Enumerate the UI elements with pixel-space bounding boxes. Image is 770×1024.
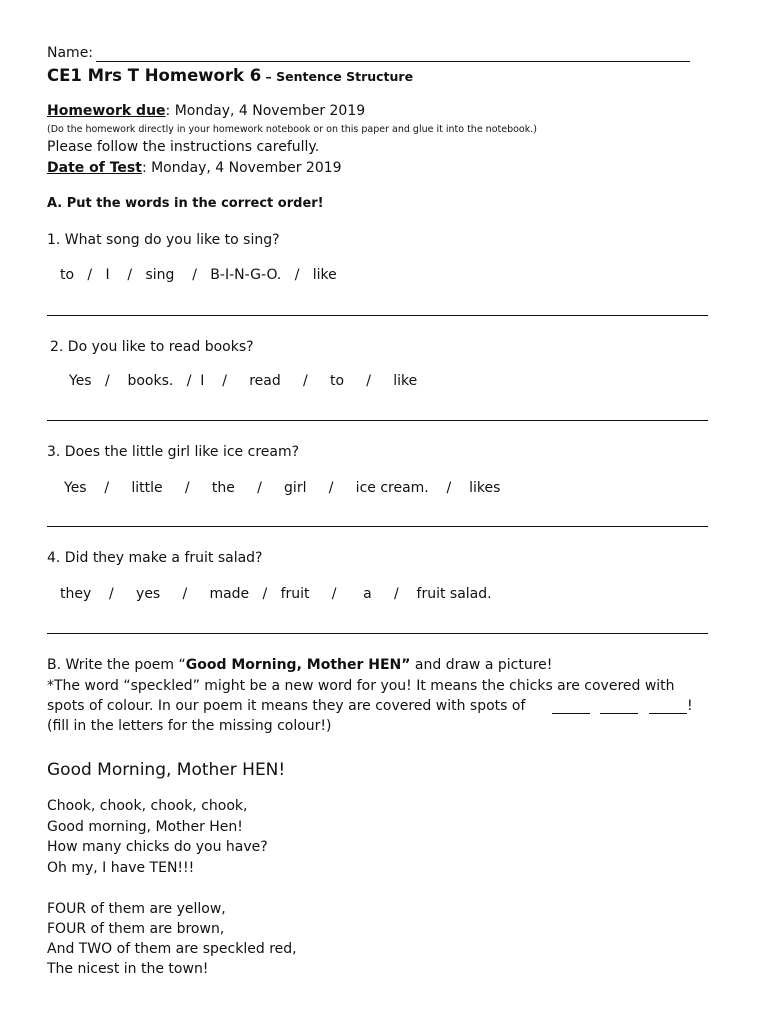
fill-in-instruction: (fill in the letters for the missing colour!) — [47, 718, 332, 734]
title-sub: – Sentence Structure — [261, 69, 414, 84]
speckled-note-end: ! — [687, 698, 693, 714]
poem-line: Oh my, I have TEN!!! — [47, 860, 195, 876]
test-label: Date of Test — [47, 160, 142, 176]
notebook-note: (Do the homework directly in your homework notebook or on this paper and glue it into the notebook.) — [47, 124, 537, 135]
colour-blank-2[interactable] — [600, 713, 638, 714]
question-1: 1. What song do you like to sing? — [47, 232, 280, 248]
name-label: Name: — [47, 45, 94, 61]
poem-line: Good morning, Mother Hen! — [47, 819, 243, 835]
poem-name-bold: Good Morning, Mother HEN” — [185, 657, 411, 673]
scrambled-words-4: they / yes / made / fruit / a / fruit salad. — [60, 586, 492, 602]
question-3: 3. Does the little girl like ice cream? — [47, 444, 300, 460]
answer-line-4[interactable] — [47, 633, 708, 634]
due-date-line — [47, 103, 365, 119]
test-date-line — [47, 160, 342, 176]
colour-blank-1[interactable] — [552, 713, 590, 714]
poem-line: FOUR of them are brown, — [47, 921, 225, 937]
answer-line-1[interactable] — [47, 315, 708, 316]
scrambled-words-2: Yes / books. / I / read / to / like — [69, 373, 418, 389]
section-a-heading: A. Put the words in the correct order! — [47, 196, 324, 211]
speckled-note-text: spots of colour. In our poem it means they are covered with spots of — [47, 698, 526, 714]
name-field-line[interactable] — [96, 61, 690, 62]
section-b-post: and draw a picture! — [410, 657, 553, 673]
question-4: 4. Did they make a fruit salad? — [47, 550, 263, 566]
poem-line: And TWO of them are speckled red, — [47, 941, 297, 957]
colour-blank-3[interactable] — [649, 713, 687, 714]
poem-title: Good Morning, Mother HEN! — [47, 760, 286, 780]
page-title — [47, 66, 413, 85]
title-main: CE1 Mrs T Homework 6 — [47, 66, 262, 85]
due-label: Homework due — [47, 103, 166, 119]
question-2: 2. Do you like to read books? — [50, 339, 254, 355]
section-b-instruction — [47, 657, 552, 673]
due-value: : Monday, 4 November 2019 — [165, 103, 366, 119]
test-value: : Monday, 4 November 2019 — [141, 160, 342, 176]
speckled-note-line-1: *The word “speckled” might be a new word for you! It means the chicks are covered with — [47, 678, 675, 694]
poem-line: Chook, chook, chook, chook, — [47, 798, 248, 814]
scrambled-words-1: to / I / sing / B-I-N-G-O. / like — [60, 267, 337, 283]
poem-line: How many chicks do you have? — [47, 839, 268, 855]
poem-line: FOUR of them are yellow, — [47, 901, 226, 917]
section-b-pre: B. Write the poem “ — [47, 657, 186, 673]
instructions-line: Please follow the instructions carefully. — [47, 139, 320, 155]
poem-line: The nicest in the town! — [47, 961, 209, 977]
answer-line-2[interactable] — [47, 420, 708, 421]
scrambled-words-3: Yes / little / the / girl / ice cream. / likes — [64, 480, 501, 496]
answer-line-3[interactable] — [47, 526, 708, 527]
speckled-note-line-2 — [47, 698, 525, 714]
